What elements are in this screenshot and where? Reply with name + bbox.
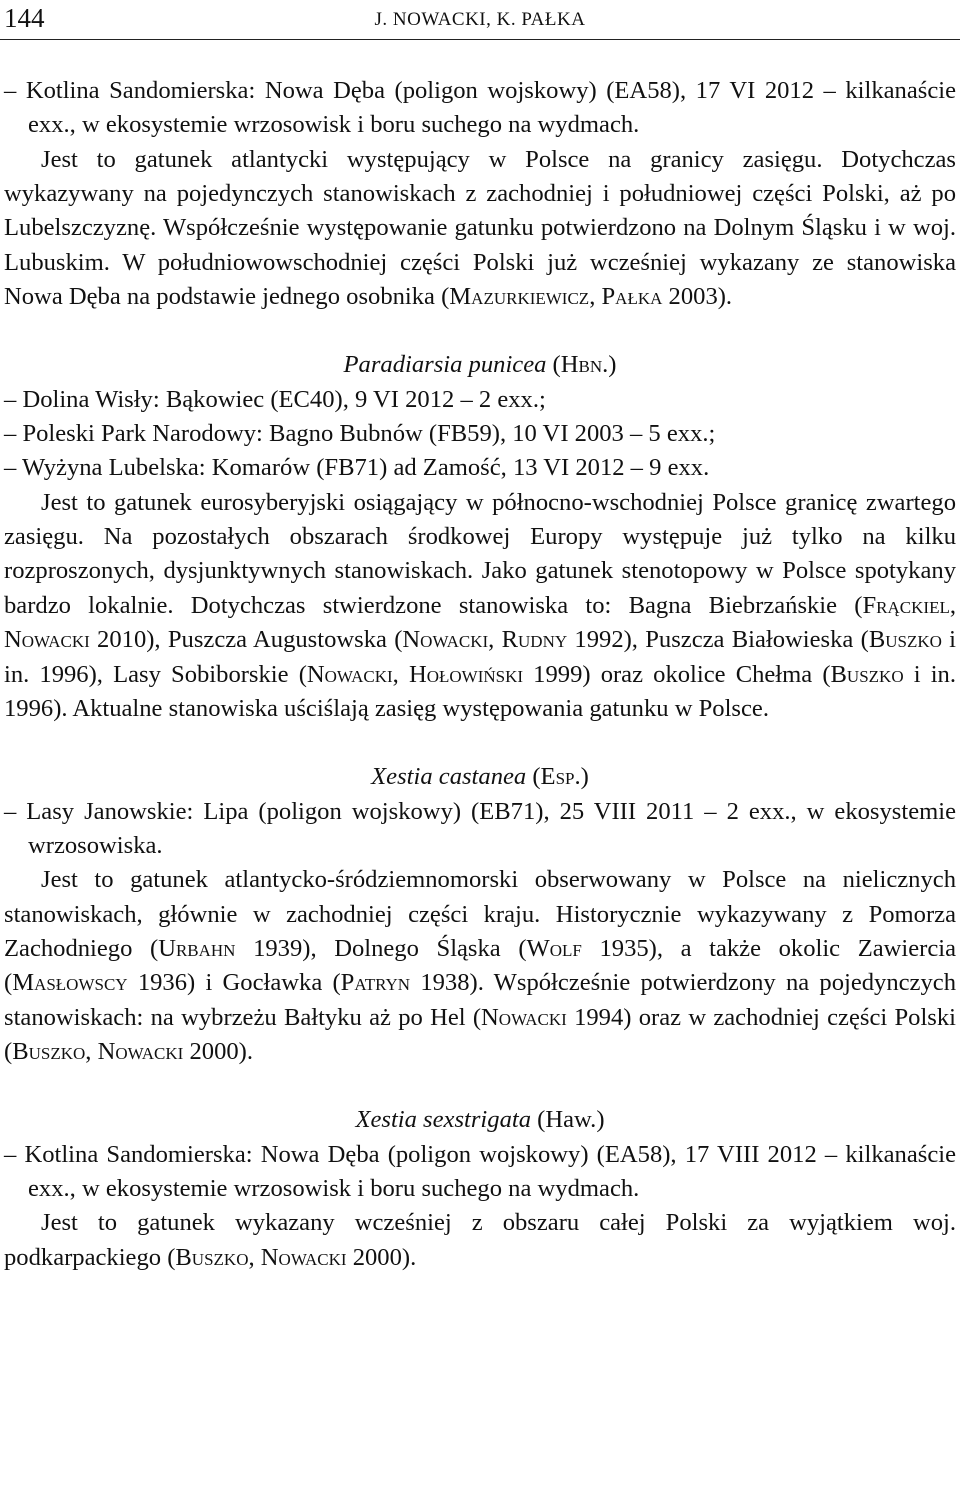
species-name: Paradiarsia punicea [343, 351, 547, 379]
author-citation: Mazurkiewicz [449, 283, 590, 311]
section-gap [4, 314, 956, 348]
author-citation: Nowacki [402, 626, 489, 654]
header-rule [0, 39, 960, 40]
author-citation: Pałka [601, 283, 663, 311]
species-author: Haw. [545, 1106, 597, 1134]
locality-record: – Dolina Wisły: Bąkowiec (EC40), 9 VI 2012 – 2 exx.; [4, 385, 546, 413]
author-citation: Urbahn [158, 934, 236, 962]
species-description: Jest to gatunek atlantycki występujący w Polsce na granicy zasięgu. Dotychczas wykazywany na pojedynczych stanowiskach z zachodniej i południowej części Polski, aż po Lubelszczyznę. Współcześnie występowanie gatunku potwierdzono na Dolnym Śląsku i w woj. Lubuskim. W południowowschodniej części Polski już wcześniej wykazany ze stanowiska Nowa Dęba na podstawie jednego osobnika (Mazurkiewicz, Pałka 2003). [4, 145, 956, 311]
author-citation: Rudny [501, 626, 568, 654]
locality-record: – Wyżyna Lubelska: Komarów (FB71) ad Zamość, 13 VI 2012 – 9 exx. [4, 454, 710, 482]
species-heading: Xestia sexstrigata (Haw.) [355, 1106, 605, 1134]
author-citation: Nowacki [4, 626, 90, 654]
author-citation: Buszko [12, 1037, 86, 1065]
author-citation: Frąckiel [862, 591, 950, 619]
running-head: J. NOWACKI, K. PAŁKA [374, 9, 586, 30]
author-citation: Masłowscy [12, 969, 128, 997]
locality-record: – Kotlina Sandomierska: Nowa Dęba (poligon wojskowy) (EA58), 17 VI 2012 – kilkanaście exx., w ekosystemie wrzosowisk i boru suchego na wydmach. [4, 77, 956, 139]
author-citation: Nowacki [260, 1243, 347, 1271]
section-gap [4, 726, 956, 760]
author-citation: Nowacki [481, 1003, 567, 1031]
species-author: Esp [540, 763, 575, 791]
author-citation: Nowacki [306, 660, 393, 688]
species-name: Xestia castanea [371, 763, 527, 791]
author-citation: Wolf [526, 934, 582, 962]
locality-record: – Poleski Park Narodowy: Bagno Bubnów (FB59), 10 VI 2003 – 5 exx.; [4, 420, 716, 448]
page-header [0, 0, 960, 40]
species-name: Xestia sexstrigata [355, 1106, 531, 1134]
author-citation: Buszko [175, 1243, 249, 1271]
species-description: Jest to gatunek atlantycko-śródziemnomorski obserwowany w Polsce na nielicznych stanowiskach, głównie w zachodniej części kraju. Historycznie wykazywany z Pomorza Zachodniego (Urbahn 1939), Dolnego Śląska (Wolf 1935), a także okolic Zawiercia (Masłowscy 1936) i Gocławka (Patryn 1938). Współcześnie potwierdzony na pojedynczych stanowiskach: na wybrzeżu Bałtyku aż po Hel (Nowacki 1994) oraz w zachodniej części Polski (Buszko, Nowacki 2000). [4, 866, 957, 1065]
section-gap [4, 1069, 956, 1103]
species-author: Hbn [560, 351, 603, 379]
page-number: 144 [4, 3, 45, 33]
species-heading: Xestia castanea (Esp.) [371, 763, 589, 791]
species-description: Jest to gatunek eurosyberyjski osiągający w północno-wschodniej Polsce granicę zwartego zasięgu. Na pozostałych obszarach środkowej Europy występuje już tylko na kilku rozproszonych, dysjunktywnych stanowiskach. Jako gatunek stenotopowy w Polsce spotykany bardzo lokalnie. Dotychczas stwierdzone stanowiska to: Bagna Biebrzańskie (Frąckiel, Nowacki 2010), Puszcza Augustowska (Nowacki, Rudny 1992), Puszcza Białowieska (Buszko i in. 1996), Lasy Sobiborskie (Nowacki, Hołowiński 1999) oraz okolice Chełma (Buszko i in. 1996). Aktualne stanowiska uściślają zasięg występowania gatunku w Polsce. [4, 488, 957, 722]
species-description: Jest to gatunek wykazany wcześniej z obszaru całej Polski za wyjątkiem woj. podkarpackiego (Buszko, Nowacki 2000). [4, 1209, 956, 1271]
locality-record: – Lasy Janowskie: Lipa (poligon wojskowy) (EB71), 25 VIII 2011 – 2 exx., w ekosystemie wrzosowiska. [4, 797, 956, 859]
author-citation: Buszko [830, 660, 904, 688]
author-citation: Hołowiński [408, 660, 524, 688]
species-heading: Paradiarsia punicea (Hbn.) [343, 351, 617, 379]
locality-record: – Kotlina Sandomierska: Nowa Dęba (poligon wojskowy) (EA58), 17 VIII 2012 – kilkanaście exx., w ekosystemie wrzosowisk i boru suchego na wydmach. [4, 1140, 956, 1202]
author-citation: Buszko [868, 626, 942, 654]
author-citation: Patryn [340, 969, 411, 997]
author-citation: Nowacki [97, 1037, 184, 1065]
article-body [4, 74, 956, 1275]
